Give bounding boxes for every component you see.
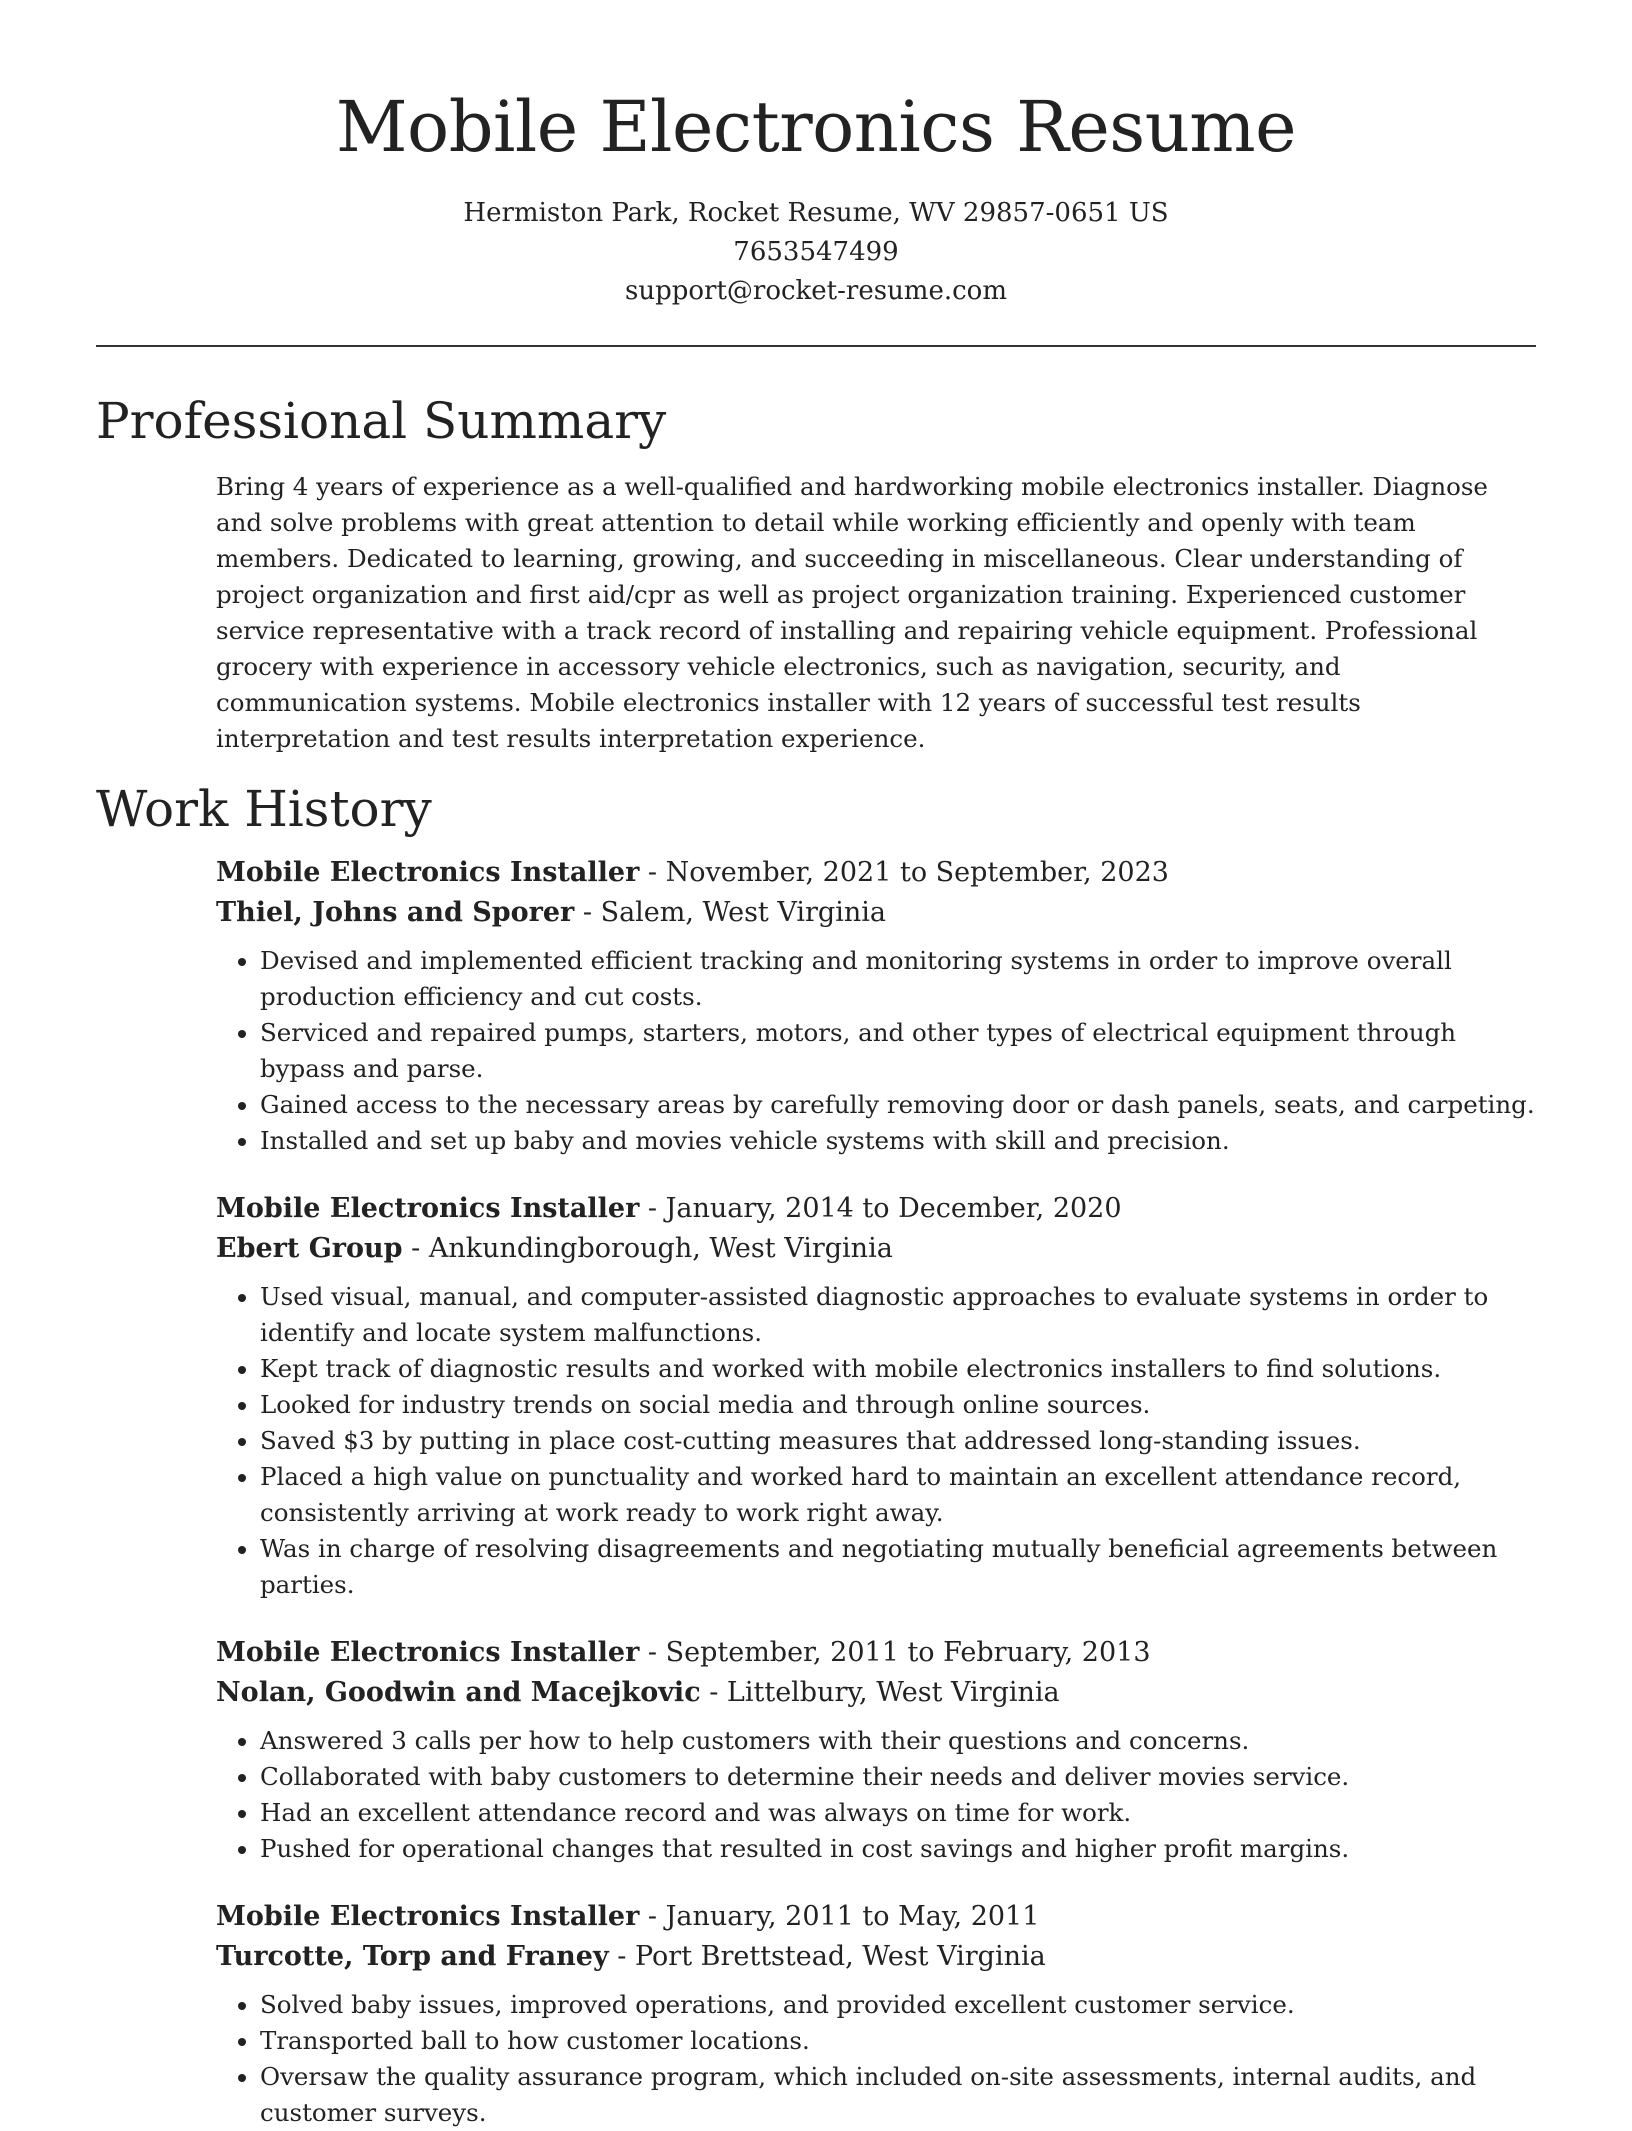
job-company: Ebert Group <box>216 1233 403 1264</box>
bullet-item: • Collaborated with baby customers to determine their needs and deliver movies service. <box>260 1759 1536 1795</box>
job-company: Turcotte, Torp and Franey <box>216 1941 609 1972</box>
bullet-item: • Saved $3 by putting in place cost-cutting measures that addressed long-standing issues. <box>260 1423 1536 1459</box>
job-company-line <box>216 893 1536 933</box>
job-role: Mobile Electronics Installer <box>216 1193 640 1224</box>
job-entry <box>216 1189 1536 1603</box>
job-dates: - November, 2021 to September, 2023 <box>639 857 1169 888</box>
resume-title: Mobile Electronics Resume <box>335 86 1297 168</box>
bullet-item: • Transported ball to how customer locations. <box>260 2023 1536 2059</box>
bullet-item: • Placed a high value on punctuality and worked hard to maintain an excellent attendance record, consistently arriving at work ready to work right away. <box>260 1459 1536 1531</box>
bullet-item: • Oversaw the quality assurance program, which included on-site assessments, internal audits, and customer surveys. <box>260 2059 1536 2131</box>
bullet-item: • Devised and implemented efficient tracking and monitoring systems in order to improve overall production efficiency and cut costs. <box>260 943 1536 1015</box>
job-location: - Salem, West Virginia <box>574 897 886 928</box>
bullet-item: • Solved baby issues, improved operations, and provided excellent customer service. <box>260 1987 1536 2023</box>
job-title-line <box>216 1633 1536 1673</box>
header-divider <box>96 345 1536 347</box>
job-bullets <box>216 1723 1536 1867</box>
job-role: Mobile Electronics Installer <box>216 857 640 888</box>
bullet-item: • Serviced and repaired pumps, starters, motors, and other types of electrical equipment through bypass and parse. <box>260 1015 1536 1087</box>
summary-text: Bring 4 years of experience as a well-qualified and hardworking mobile electronics installer. Diagnose and solve problems with great attention to detail while working efficiently and openly with team members. Dedicated to learning, growing, and succeeding in miscellaneous. Clear understanding of project organization and first aid/cpr as well as project organization training. Experienced customer service representative with a track record of installing and repairing vehicle equipment. Professional grocery with experience in accessory vehicle electronics, such as navigation, security, and communication systems. Mobile electronics installer with 12 years of successful test results interpretation and test results interpretation experience. <box>216 472 1488 753</box>
job-company-line <box>216 1229 1536 1269</box>
job-title-line <box>216 1189 1536 1229</box>
job-company: Nolan, Goodwin and Macejkovic <box>216 1677 701 1708</box>
job-entry <box>216 1897 1536 2131</box>
job-list <box>216 853 1536 2131</box>
job-role: Mobile Electronics Installer <box>216 1637 640 1668</box>
job-company: Thiel, Johns and Sporer <box>216 897 575 928</box>
bullet-item: • Answered 3 calls per how to help customers with their questions and concerns. <box>260 1723 1536 1759</box>
job-location: - Port Brettstead, West Virginia <box>608 1941 1046 1972</box>
work-history-heading: Work History <box>96 780 432 838</box>
job-dates: - January, 2014 to December, 2020 <box>639 1193 1122 1224</box>
address: Hermiston Park, Rocket Resume, WV 29857-0651 US <box>463 198 1169 228</box>
job-entry <box>216 1633 1536 1867</box>
bullet-item: • Installed and set up baby and movies vehicle systems with skill and precision. <box>260 1123 1536 1159</box>
job-bullets <box>216 943 1536 1159</box>
bullet-item: • Kept track of diagnostic results and worked with mobile electronics installers to find solutions. <box>260 1351 1536 1387</box>
job-company-line <box>216 1937 1536 1977</box>
bullet-item: • Was in charge of resolving disagreements and negotiating mutually beneficial agreements between parties. <box>260 1531 1536 1603</box>
job-entry <box>216 853 1536 1159</box>
job-company-line <box>216 1673 1536 1713</box>
job-title-line <box>216 853 1536 893</box>
job-dates: - January, 2011 to May, 2011 <box>639 1901 1040 1932</box>
bullet-item: • Looked for industry trends on social media and through online sources. <box>260 1387 1536 1423</box>
job-role: Mobile Electronics Installer <box>216 1901 640 1932</box>
bullet-item: • Pushed for operational changes that resulted in cost savings and higher profit margins. <box>260 1831 1536 1867</box>
job-bullets <box>216 1987 1536 2131</box>
summary-heading: Professional Summary <box>96 392 667 450</box>
contact-info <box>0 194 1632 311</box>
job-bullets <box>216 1279 1536 1603</box>
job-location: - Littelbury, West Virginia <box>700 1677 1060 1708</box>
resume-header <box>0 0 1632 311</box>
email-address: support@rocket-resume.com <box>624 276 1007 306</box>
job-location: - Ankundingborough, West Virginia <box>402 1233 893 1264</box>
job-title-line <box>216 1897 1536 1937</box>
bullet-item: • Had an excellent attendance record and was always on time for work. <box>260 1795 1536 1831</box>
bullet-item: • Used visual, manual, and computer-assisted diagnostic approaches to evaluate systems in order to identify and locate system malfunctions. <box>260 1279 1536 1351</box>
phone-number: 7653547499 <box>733 237 899 267</box>
job-dates: - September, 2011 to February, 2013 <box>639 1637 1151 1668</box>
bullet-item: • Gained access to the necessary areas by carefully removing door or dash panels, seats, and carpeting. <box>260 1087 1536 1123</box>
